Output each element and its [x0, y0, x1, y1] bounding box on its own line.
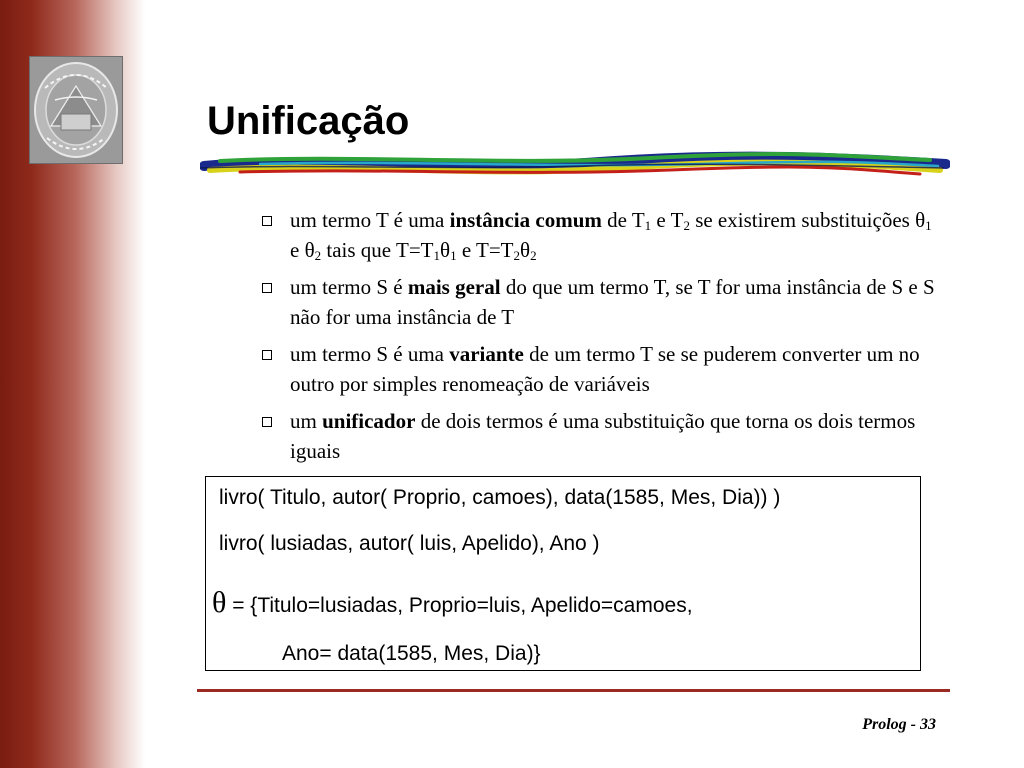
bottom-divider	[197, 689, 950, 692]
bullet-item: um termo S é mais geral do que um termo T, se T for uma instância de S e S não for uma instância de T	[260, 272, 940, 332]
theta-symbol: θ	[212, 586, 227, 619]
substitution-text: = {Titulo=lusiadas, Proprio=luis, Apelido=camoes,	[226, 594, 693, 617]
slide-title: Unificação	[207, 99, 410, 143]
substitution-continuation: Ano= data(1585, Mes, Dia)}	[282, 642, 541, 665]
bullet-item: um termo T é uma instância comum de $T_1$ e $T_2$ se existirem substituições $\theta_1$ e $\theta_2$ tais que $T=T_1\theta_1$ e $T=T_2\theta_2$	[260, 205, 940, 265]
bullet-item: um termo S é uma variante de um termo T se se puderem converter um no outro por simples renomeação de variáveis	[260, 339, 940, 399]
bullet-item: um unificador de dois termos é uma substituição que torna os dois termos iguais	[260, 406, 940, 466]
term-1: livro( Titulo, autor( Proprio, camoes), data(1585, Mes, Dia)) )	[219, 486, 781, 509]
checkbox-bullet-icon	[262, 283, 272, 293]
bullet-list	[260, 205, 940, 473]
checkbox-bullet-icon	[262, 216, 272, 226]
checkbox-bullet-icon	[262, 350, 272, 360]
slide-footer: Prolog - 33	[862, 716, 936, 733]
term-2: livro( lusiadas, autor( luis, Apelido), Ano )	[219, 532, 600, 555]
university-seal-logo	[29, 56, 123, 164]
unification-example-box	[205, 476, 921, 671]
checkbox-bullet-icon	[262, 417, 272, 427]
decorative-brush-stroke	[200, 150, 950, 182]
substitution-line	[212, 586, 693, 620]
